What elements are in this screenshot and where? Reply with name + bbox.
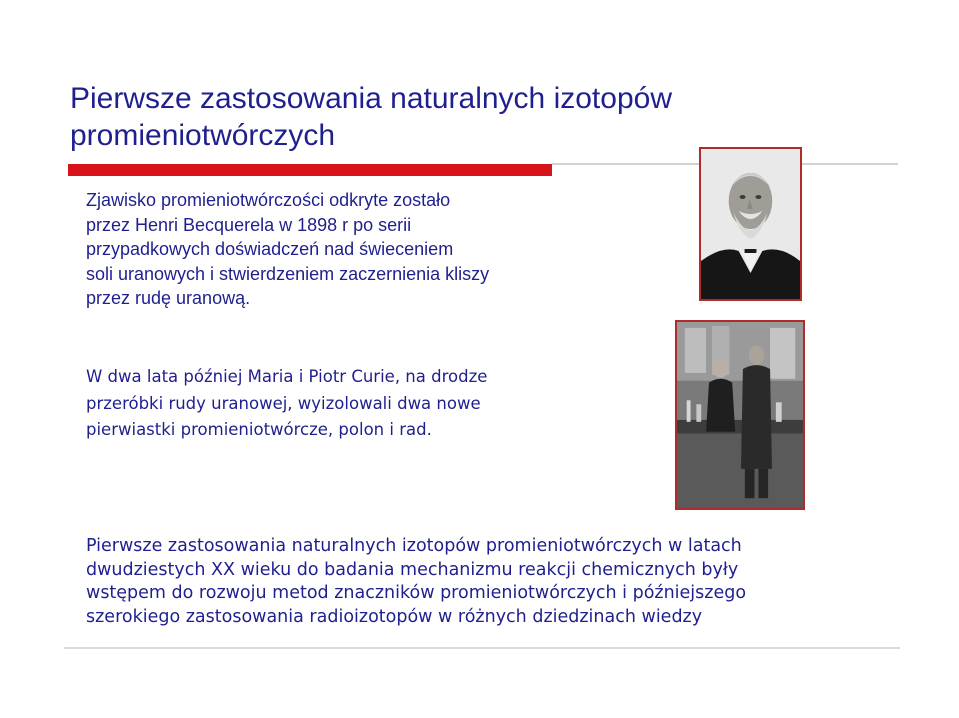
footer-divider-line (64, 647, 900, 649)
curie-laboratory-photo (675, 320, 805, 510)
slide-title: Pierwsze zastosowania naturalnych izotopów promieniotwórczych (70, 82, 672, 152)
applications-paragraph: Pierwsze zastosowania naturalnych izotopów promieniotwórczych w latach dwudziestych XX wieku do badania mechanizmu reakcji chemicznych były wstępem do rozwoju metod znaczników promieniotwórczych i późniejszego szerokiego zastosowania radioizotopów w różnych dziedzinach wiedzy (86, 536, 747, 628)
curie-paragraph: W dwa lata później Maria i Piotr Curie, na drodze przeróbki rudy uranowej, wyizolowali dwa nowe pierwiastki promieniotwórcze, polon i rad. (86, 367, 488, 439)
title-accent-bar (68, 164, 552, 176)
becquerel-portrait-photo (699, 147, 802, 301)
becquerel-paragraph: Zjawisko promieniotwórczości odkryte zostało przez Henri Becquerela w 1898 r po serii przypadkowych doświadczeń nad świeceniem soli uranowych i stwierdzeniem zaczernienia kliszy przez rudę uranową. (86, 190, 490, 309)
